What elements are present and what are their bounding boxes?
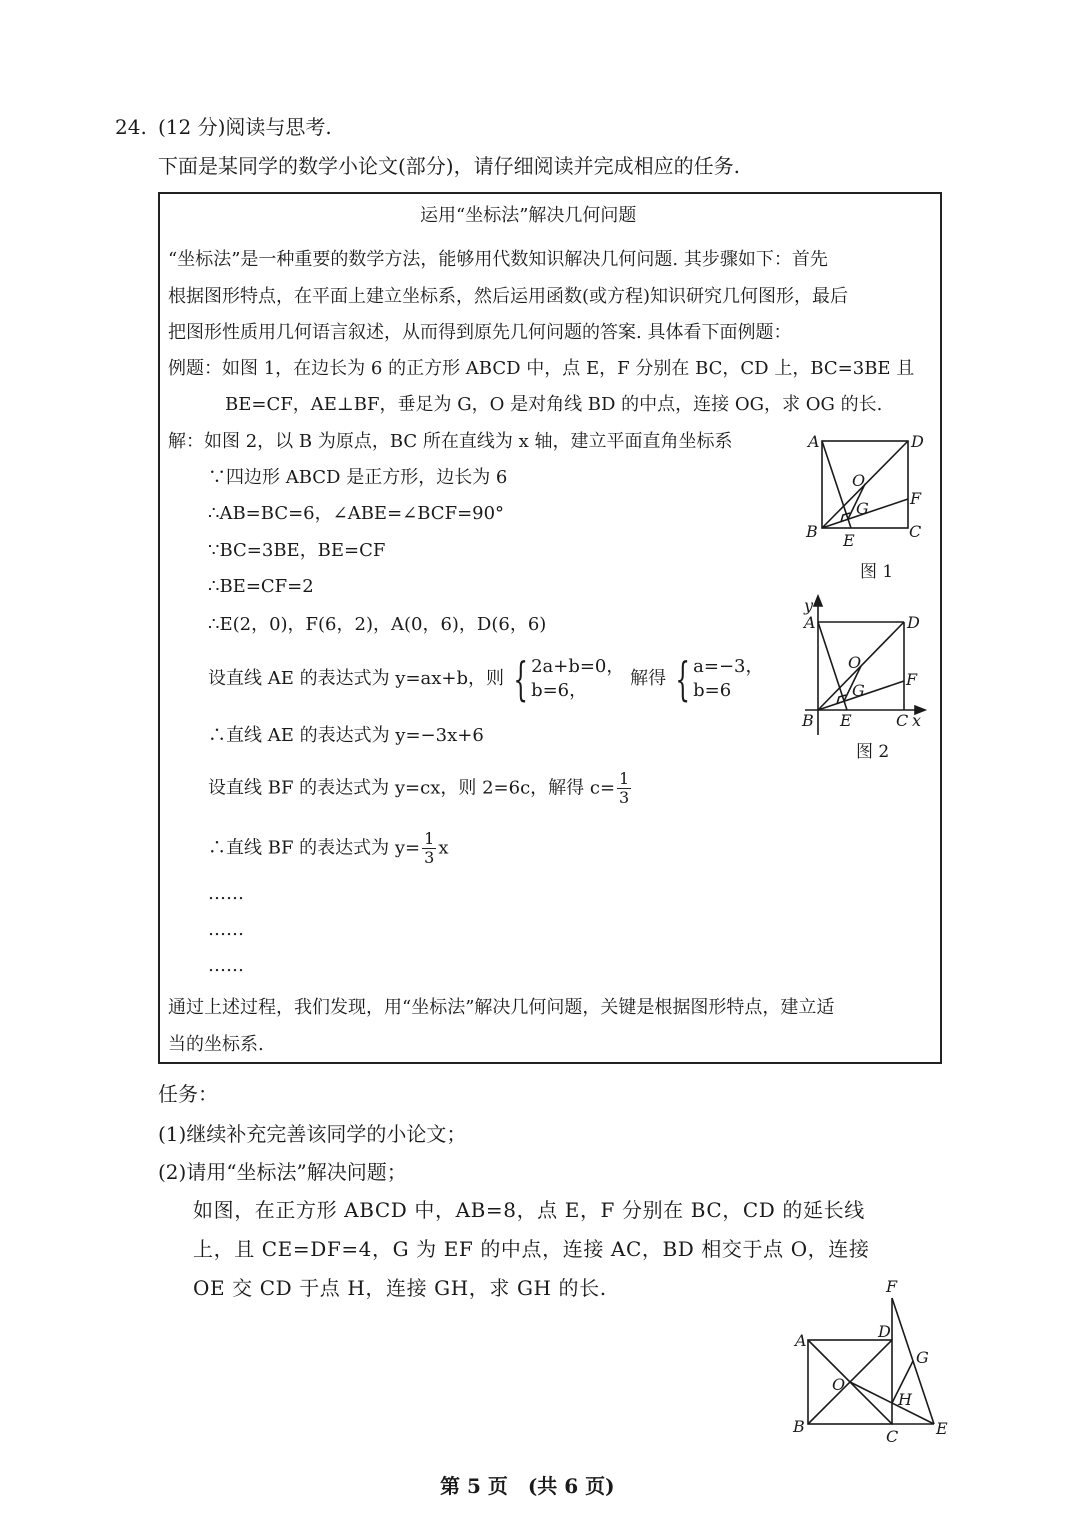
label-F: F xyxy=(906,670,918,689)
page-footer: 第 5 页 (共 6 页) xyxy=(440,1474,615,1498)
figure-1 xyxy=(805,432,924,582)
label-D: D xyxy=(907,613,920,632)
essay-paragraph-line: 根据图形特点，在平面上建立坐标系，然后运用函数(或方程)知识研究几何图形，最后 xyxy=(168,286,849,307)
solution-step: ∴E(2，0)，F(6，2)，A(0，6)，D(6，6) xyxy=(208,614,547,635)
essay-title: 运用“坐标法”解决几何问题 xyxy=(420,205,637,226)
solution-step: ∴AB=BC=6，∠ABE=∠BCF=90° xyxy=(208,503,505,524)
task-2: (2)请用“坐标法”解决问题； xyxy=(158,1160,407,1184)
solve-text: 解得 xyxy=(630,668,667,689)
label-F: F xyxy=(886,1277,898,1296)
figure-3 xyxy=(792,1277,948,1446)
label-B: B xyxy=(806,522,818,541)
label-C: C xyxy=(896,711,909,730)
problem-line: 如图，在正方形 ABCD 中，AB=8，点 E，F 分别在 BC，CD 的延长线 xyxy=(193,1198,865,1222)
eq-row: b=6 xyxy=(693,680,732,701)
label-F: F xyxy=(910,489,922,508)
solution-step: ∴BE=CF=2 xyxy=(208,576,314,597)
conclusion-line: 当的坐标系. xyxy=(168,1034,264,1055)
label-H: H xyxy=(898,1390,912,1409)
eq-row: b=6， xyxy=(531,680,588,701)
denominator: 3 xyxy=(619,788,630,807)
solution-step: ∵四边形 ABCD 是正方形，边长为 6 xyxy=(208,467,508,488)
figure-2 xyxy=(801,596,925,762)
label-D: D xyxy=(911,432,924,451)
question-header: (12 分)阅读与思考. xyxy=(158,115,332,139)
label-G: G xyxy=(916,1348,929,1367)
label-D: D xyxy=(878,1322,891,1341)
conclusion-line: 通过上述过程，我们发现，用“坐标法”解决几何问题，关键是根据图形特点，建立适 xyxy=(168,997,835,1018)
example-line: BE=CF，AE⊥BF，垂足为 G，O 是对角线 BD 的中点，连接 OG，求 OG 的长. xyxy=(225,394,883,415)
solution-step: ∵BC=3BE，BE=CF xyxy=(208,540,386,561)
label-C: C xyxy=(909,522,922,541)
label-G: G xyxy=(852,681,865,700)
numerator: 1 xyxy=(619,769,630,788)
ellipsis: …… xyxy=(208,919,244,940)
essay-paragraph-line: 把图形性质用几何语言叙述，从而得到原先几何问题的答案. 具体看下面例题： xyxy=(168,322,792,343)
label-B: B xyxy=(802,711,814,730)
equation-system: { 2a+b=0， b=6， xyxy=(513,652,625,706)
label-x: x xyxy=(912,711,922,730)
figure-1-caption: 图 1 xyxy=(860,562,894,582)
tasks-label: 任务： xyxy=(158,1082,218,1106)
task-1: (1)继续补充完善该同学的小论文； xyxy=(158,1122,467,1146)
solution-system: { a=−3， b=6 xyxy=(675,652,764,706)
bf-result-suffix: x xyxy=(438,837,449,859)
label-G: G xyxy=(856,499,869,518)
example-line: 例题：如图 1，在边长为 6 的正方形 ABCD 中，点 E，F 分别在 BC，CD 上，BC=3BE 且 xyxy=(168,358,915,379)
ellipsis: …… xyxy=(208,955,244,976)
label-B: B xyxy=(793,1417,805,1436)
solution-intro: 解：如图 2，以 B 为原点，BC 所在直线为 x 轴，建立平面直角坐标系 xyxy=(168,431,733,452)
label-O: O xyxy=(832,1375,846,1394)
denominator: 3 xyxy=(424,848,435,867)
eq-row: a=−3， xyxy=(693,656,764,677)
figure-2-caption: 图 2 xyxy=(856,742,890,762)
label-y: y xyxy=(804,596,814,615)
question-intro: 下面是某同学的数学小论文(部分)，请仔细阅读并完成相应的任务. xyxy=(158,154,740,178)
bf-result-prefix: ∴直线 BF 的表达式为 y= xyxy=(208,837,421,859)
label-E: E xyxy=(843,531,855,550)
label-A: A xyxy=(808,432,820,451)
numerator: 1 xyxy=(424,829,435,848)
label-E: E xyxy=(936,1419,948,1438)
problem-line: 上，且 CE=DF=4，G 为 EF 的中点，连接 AC，BD 相交于点 O，连接 xyxy=(193,1237,870,1261)
label-C: C xyxy=(886,1427,899,1446)
label-O: O xyxy=(848,653,862,672)
question-number: 24. xyxy=(115,115,147,139)
label-A: A xyxy=(804,613,816,632)
ae-result: ∴直线 AE 的表达式为 y=−3x+6 xyxy=(208,725,484,746)
label-O: O xyxy=(852,471,866,490)
problem-line: OE 交 CD 于点 H，连接 GH，求 GH 的长. xyxy=(193,1276,607,1300)
label-A: A xyxy=(795,1331,807,1350)
ae-prefix: 设直线 AE 的表达式为 y=ax+b，则 xyxy=(208,668,505,689)
label-E: E xyxy=(840,711,852,730)
bf-prefix: 设直线 BF 的表达式为 y=cx，则 2=6c，解得 c= xyxy=(208,777,616,799)
essay-paragraph-line: “坐标法”是一种重要的数学方法，能够用代数知识解决几何问题. 其步骤如下：首先 xyxy=(168,249,828,270)
eq-row: 2a+b=0， xyxy=(531,656,625,677)
ellipsis: …… xyxy=(208,883,244,904)
